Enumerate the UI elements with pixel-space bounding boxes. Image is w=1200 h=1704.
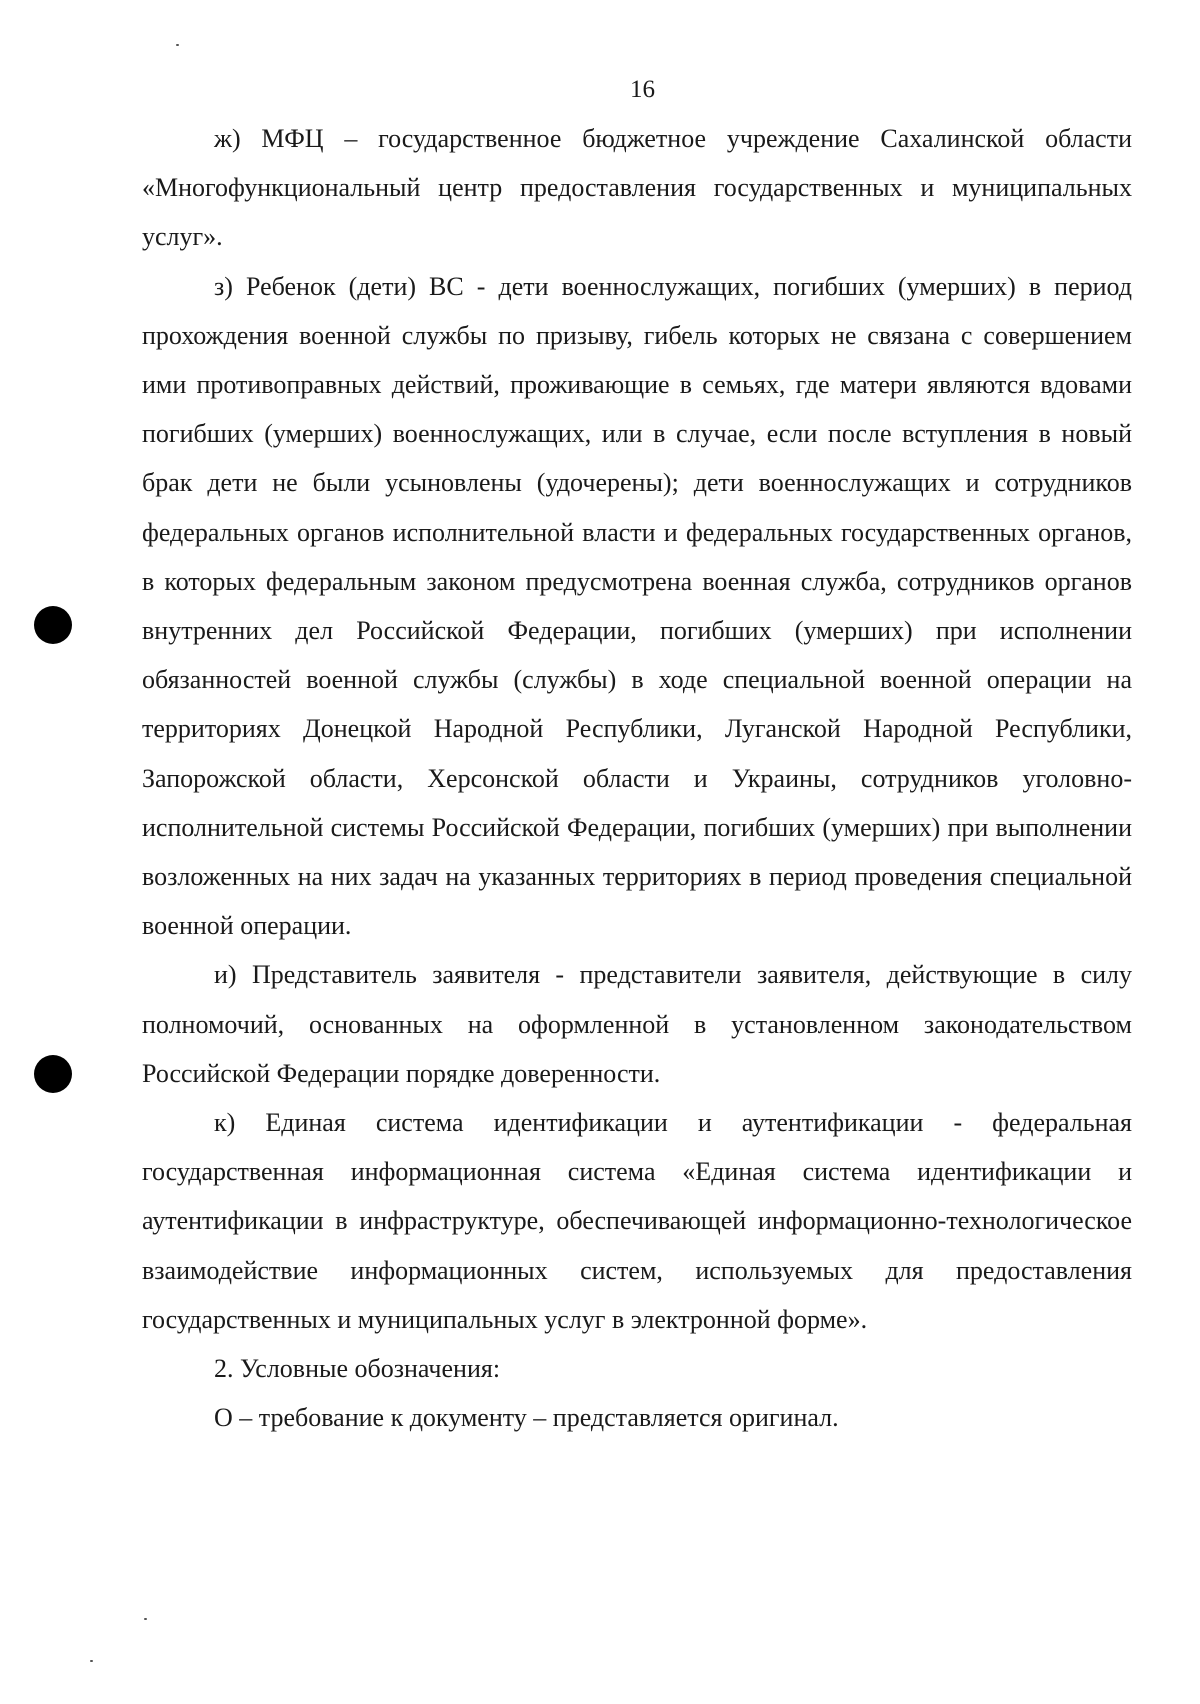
scan-speck (144, 1618, 147, 1620)
paragraph-zh-mfc: ж) МФЦ – государственное бюджетное учреждение Сахалинской области «Многофункциональный центр предоставления государственных и муниципальных услуг». (142, 124, 1132, 252)
paragraph-z-child-vs: з) Ребенок (дети) ВС - дети военнослужащих, погибших (умерших) в период прохождения военной службы по призыву, гибель которых не связана с совершением ими противоправных действий, проживающие в семьях, где матери являются вдовами погибших (умерших) военнослужащих, или в случае, если после вступления в новый брак дети не были усыновлены (удочерены); дети военнослужащих и сотрудников федеральных органов исполнительной власти и федеральных государственных органов, в которых федеральным законом предусмотрена военная служба, сотрудников органов внутренних дел Российской Федерации, погибших (умерших) при исполнении обязанностей военной службы (службы) в ходе специальной военной операции на территориях Донецкой Народной Республики, Луганской Народной Республики, Запорожской области, Херсонской области и Украины, сотрудников уголовно-исполнительной системы Российской Федерации, погибших (умерших) при выполнении возложенных на них задач на указанных территориях в период проведения специальной военной операции. (142, 271, 1132, 941)
paragraph-i-representative: и) Представитель заявителя - представители заявителя, действующие в силу полномочий, основанных на оформленной в установленном законодательством Российской Федерации порядке доверенности. (142, 960, 1132, 1088)
page-number: 16 (630, 76, 655, 103)
section-heading-notation: 2. Условные обозначения: (214, 1354, 501, 1384)
scan-speck (90, 1660, 93, 1662)
document-body (142, 114, 1132, 1442)
punch-hole-top (34, 606, 72, 644)
paragraph-k-esia: к) Единая система идентификации и аутентификации - федеральная государственная информационная система «Единая система идентификации и аутентификации в инфраструктуре, обеспечивающей информационно-технологическое взаимодействие информационных систем, используемых для предоставления государственных и муниципальных услуг в электронной форме». (142, 1108, 1132, 1334)
notation-original: О – требование к документу – представляется оригинал. (214, 1403, 839, 1433)
punch-hole-bottom (34, 1055, 72, 1093)
scan-speck (176, 44, 179, 46)
